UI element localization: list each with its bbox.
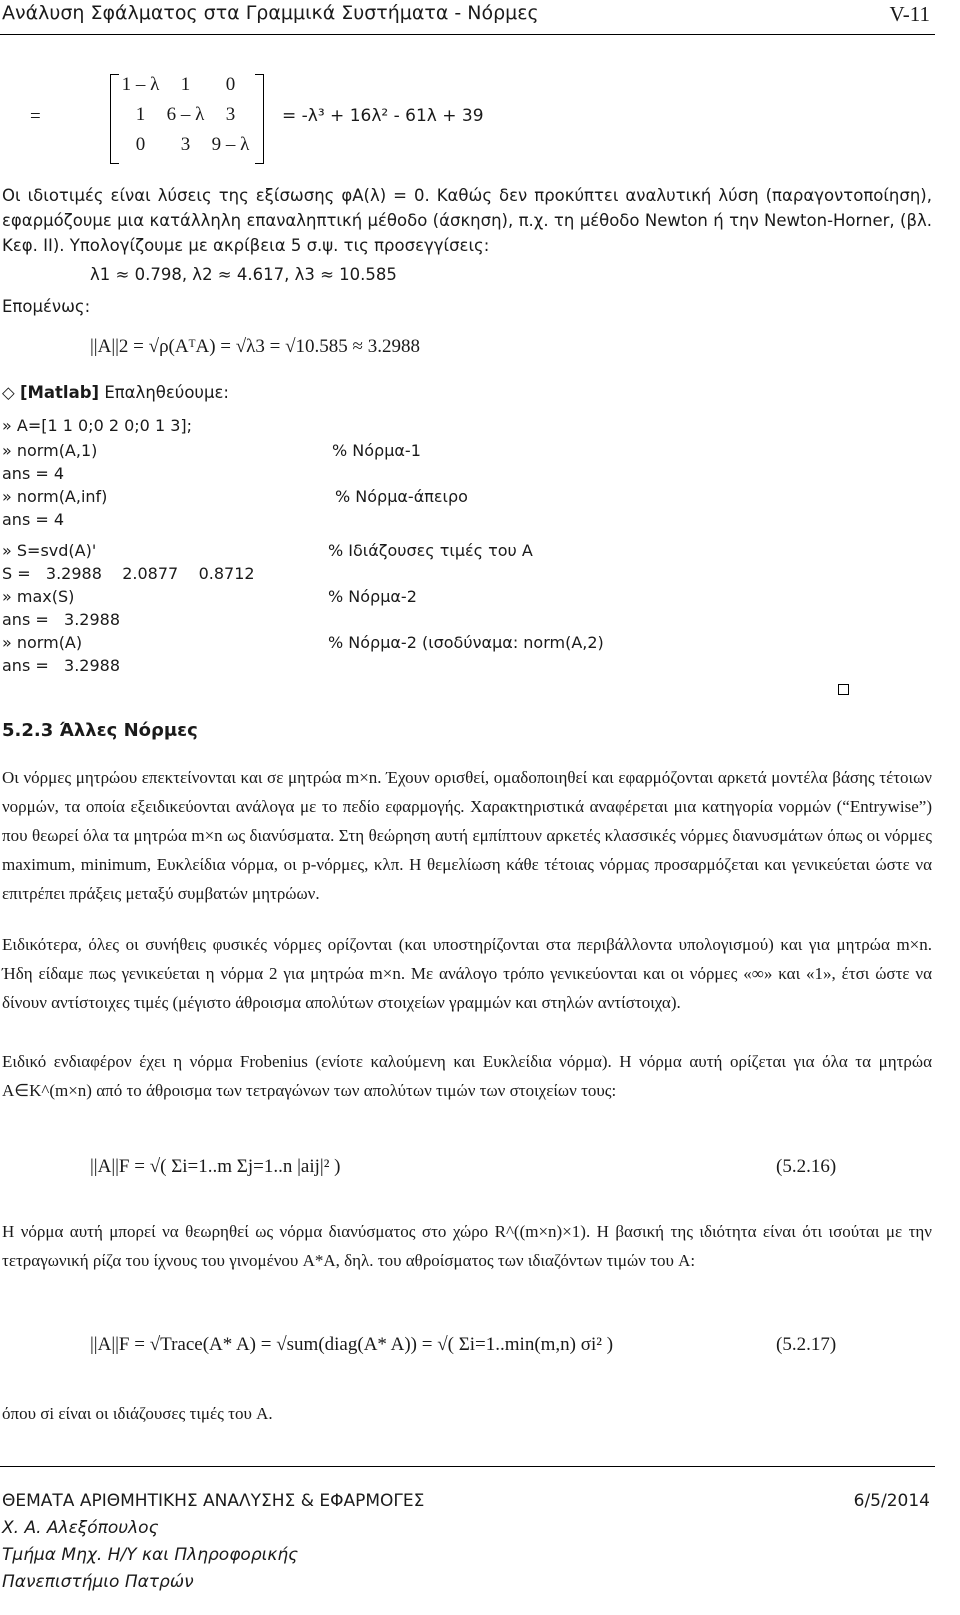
matlab-output: S = 3.2988 2.0877 0.8712 [2,564,255,583]
char-polynomial: = -λ³ + 16λ² - 61λ + 39 [282,106,484,126]
footer-university: Πανεπιστήμιο Πατρών [2,1572,194,1592]
page-header-title: Ανάλυση Σφάλματος στα Γραμμικά Συστήματα - Νόρμες [2,2,539,24]
matrix-cell: 0 [135,134,146,155]
matrix-cell: 6 – λ [166,104,205,125]
footer-course-title: ΘΕΜΑΤΑ ΑΡΙΘΜΗΤΙΚΗΣ ΑΝΑΛΥΣΗΣ & ΕΦΑΡΜΟΓΕΣ [2,1491,425,1511]
matrix-equation [30,74,590,164]
singular-values-note: όπου σi είναι οι ιδιάζουσες τιμές του A. [2,1404,273,1423]
eigenvalue-approximations: λ1 ≈ 0.798, λ2 ≈ 4.617, λ3 ≈ 10.585 [90,265,397,284]
footer-rule [0,1466,935,1467]
frobenius-trace-equation: ||A||F = √Trace(A* A) = √sum(diag(A* A)) = √( Σi=1..min(m,n) σi² ) [90,1334,614,1355]
page-number: V-11 [889,2,930,26]
natural-norms-paragraph: Ειδικότερα, όλες οι συνήθεις φυσικές νόρμες ορίζονται (και υποστηρίζονται στα περιβάλλοντα υπολογισμού) και για μητρώα m×n. Ήδη είδαμε πως γενικεύεται η νόρμα 2 για μητρώα m×n. Με ανάλογο τρόπο γενικεύονται και οι νόρμες «∞» και «1», έτσι ώστε να δίνουν αντίστοιχες τιμές (μέγιστο άθροισμα απολύτων στοιχείων γραμμών και στηλών αντίστοιχα). [2,935,932,1012]
matlab-command: » S=svd(A)' [2,541,97,560]
matlab-heading-text: Επαληθεύουμε: [104,383,229,402]
matlab-line [2,541,533,564]
matlab-comment: % Ιδιάζουσες τιμές του A [328,541,533,560]
matlab-matrix-definition: » A=[1 1 0;0 2 0;0 1 3]; [2,416,193,435]
matrix-equals: = [30,106,41,127]
matlab-line [2,633,604,656]
footer-department: Τμήμα Μηχ. Η/Υ και Πληροφορικής [2,1545,299,1565]
matlab-command: » norm(A,1) [2,441,98,460]
frobenius-property-paragraph: Η νόρμα αυτή μπορεί να θεωρηθεί ως νόρμα διανύσματος στο χώρο R^((m×n)×1). Η βασική της ιδιότητα είναι ότι ισούται με την τετραγωνική ρίζα του ίχνους του γινομένου A*A, δηλ. του αθροίσματος των ιδιαζόντων τιμών του A: [2,1222,932,1270]
matlab-comment: % Νόρμα-άπειρο [335,487,468,506]
frobenius-paragraph: Ειδικό ενδιαφέρον έχει η νόρμα Frobenius (ενίοτε καλούμενη και Ευκλείδια νόρμα). Η νόρμα αυτή ορίζεται για όλα τα μητρώα A∈K^(m×n) από το άθροισμα των τετραγώνων των απολύτων τιμών των στοιχείων τους: [2,1052,932,1100]
therefore-label: Επομένως: [2,297,91,316]
footer-author: Χ. Α. Αλεξόπουλος [2,1518,159,1538]
matrix-cell: 9 – λ [211,134,250,155]
matrix-body [118,74,253,164]
matrix-cell: 3 [180,134,191,155]
diamond-icon: ◇ [2,383,20,402]
matrix-cell: 1 [180,74,191,95]
header-rule [0,34,935,35]
matlab-command: » norm(A) [2,633,83,652]
matlab-comment: % Νόρμα-2 [328,587,417,606]
matrix-row [118,74,253,104]
other-norms-paragraph: Οι νόρμες μητρώου επεκτείνονται και σε μητρώα m×n. Έχουν ορισθεί, ομαδοποιηθεί και εφαρμόζονται αρκετά μοντέλα βάσης τέτοιων νορμών, τα οποία εξειδικεύονται ανάλογα με το πεδίο εφαρμογής. Χαρακτηριστικά αναφέρεται μια κατηγορία νορμών (“Entrywise”) που θεωρεί όλα τα μητρώα m×n ως διανύσματα. Στη θεώρηση αυτή εμπίπτουν αρκετές κλασσικές νόρμες διανυσμάτων όπως οι νόρμες maximum, minimum, Ευκλείδια νόρμα, οι p-νόρμες, κλπ. Η θεμελίωση κάθε τέτοιας νόρμας προσαρμόζεται και γενικεύεται ώστε να επιτρέπει πράξεις μεταξύ συμβατών μητρώων. [2,768,932,903]
frobenius-equation: ||A||F = √( Σi=1..m Σj=1..n |aij|² ) [90,1156,341,1177]
matlab-line [2,656,120,679]
matrix-cell: 0 [225,74,236,95]
matlab-heading [2,380,229,405]
matrix-bracket-right [255,74,264,164]
equation-label: (5.2.16) [776,1156,837,1177]
matlab-line [2,610,120,633]
matlab-output: ans = 3.2988 [2,610,121,629]
matlab-line [2,510,64,533]
matlab-line [2,487,468,510]
section-title: 5.2.3 Άλλες Νόρμες [2,720,198,741]
matlab-line [2,587,417,610]
matrix-cell: 1 – λ [121,74,160,95]
matlab-line [2,441,421,464]
matlab-line [2,464,64,487]
matlab-comment: % Νόρμα-1 [332,441,421,460]
matlab-comment: % Νόρμα-2 (ισοδύναμα: norm(A,2) [328,633,604,652]
matlab-command: » norm(A,inf) [2,487,108,506]
matlab-output: ans = 4 [2,464,65,483]
matrix-row [118,134,253,164]
matlab-command: » max(S) [2,587,75,606]
matrix-cell: 3 [225,104,236,125]
equation-label: (5.2.17) [776,1334,837,1355]
matlab-output: ans = 4 [2,510,65,529]
matlab-line [2,564,255,587]
matlab-label: [Matlab] [19,383,100,402]
matrix-cell: 1 [135,104,146,125]
footer-date: 6/5/2014 [853,1491,930,1511]
matrix-row [118,104,253,134]
norm2-equation: ||A||2 = √ρ(AᵀA) = √λ3 = √10.585 ≈ 3.2988 [90,336,420,357]
eigenvalues-paragraph: Οι ιδιοτιμές είναι λύσεις της εξίσωσης φA(λ) = 0. Καθώς δεν προκύπτει αναλυτική λύση (παραγοντοποίηση), εφαρμόζουμε μια κατάλληλη επαναληπτική μέθοδο (άσκηση), π.χ. τη μέθοδο Newton ή την Newton-Horner, (βλ. Κεφ. ΙΙ). Υπολογίζουμε με ακρίβεια 5 σ.ψ. τις προσεγγίσεις: [2,186,932,255]
end-square-icon [838,684,849,695]
matlab-output: ans = 3.2988 [2,656,121,675]
